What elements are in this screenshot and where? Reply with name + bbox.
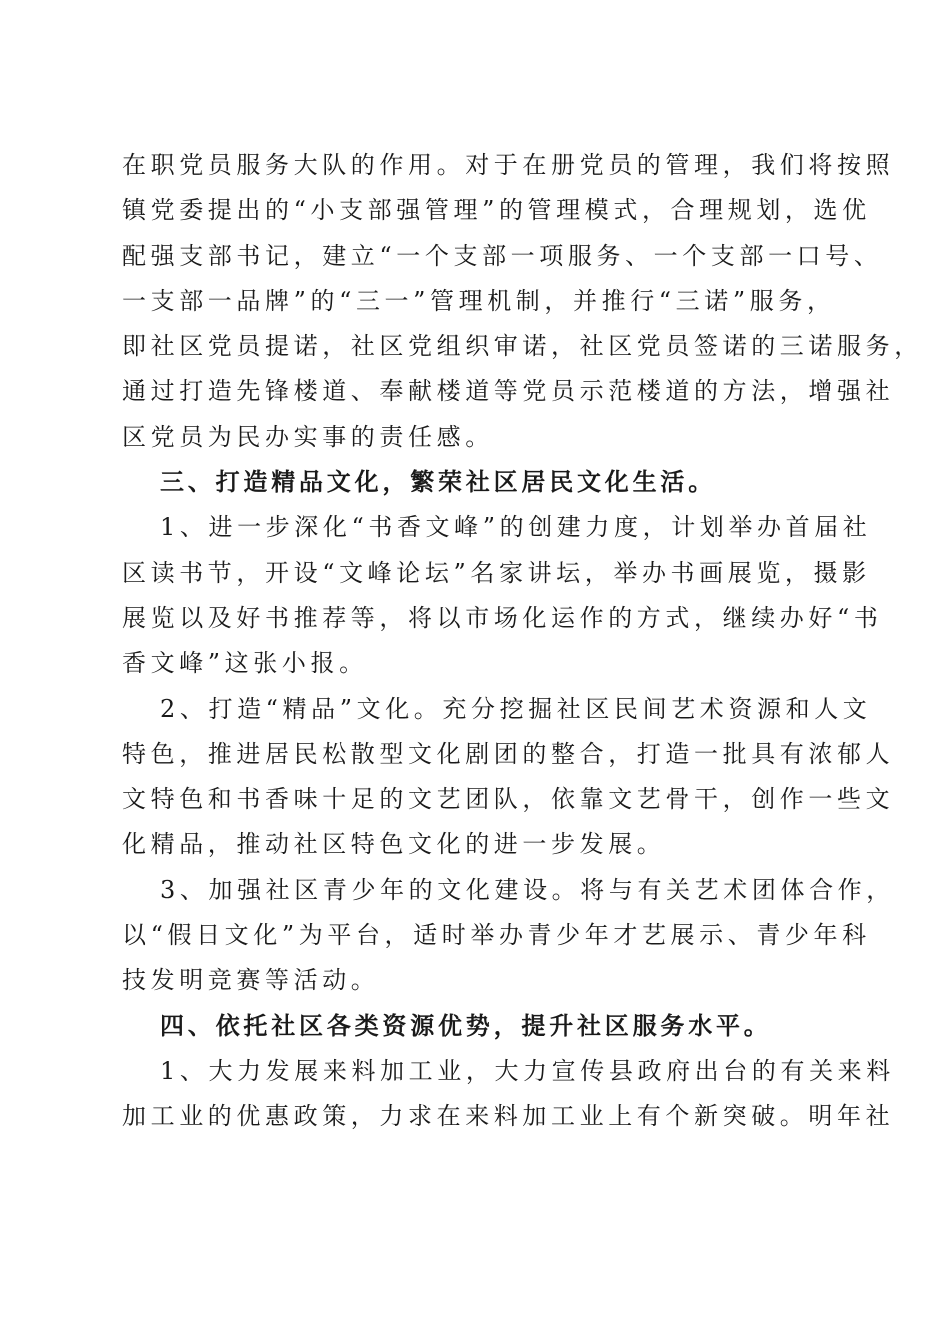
paragraph-start: 1、大力发展来料加工业，大力宣传县政府出台的有关来料: [160, 1056, 895, 1085]
document-body: [122, 143, 923, 1140]
paragraph-start: 3、加强社区青少年的文化建设。将与有关艺术团体合作，: [160, 875, 895, 904]
body-line: 文特色和书香味十足的文艺团队，依靠文艺骨干，创作一些文: [122, 785, 895, 814]
body-line: 技发明竞赛等活动。: [122, 966, 380, 995]
body-line: 加工业的优惠政策，力求在来料加工业上有个新突破。明年社: [122, 1102, 895, 1131]
section-heading-4: 四、依托社区各类资源优势，提升社区服务水平。: [160, 1011, 772, 1040]
body-line: 通过打造先锋楼道、奉献楼道等党员示范楼道的方法，增强社: [122, 377, 895, 406]
body-line: 化精品，推动社区特色文化的进一步发展。: [122, 830, 666, 859]
body-line: 特色，推进居民松散型文化剧团的整合，打造一批具有浓郁人: [122, 739, 895, 768]
body-line: 香文峰”这张小报。: [122, 649, 368, 678]
body-line: 区党员为民办实事的责任感。: [122, 422, 494, 451]
paragraph-start: 1、进一步深化“书香文峰”的创建力度，计划举办首届社: [160, 513, 872, 542]
body-line: 区读书节，开设“文峰论坛”名家讲坛，举办书画展览，摄影: [122, 558, 871, 587]
section-heading-3: 三、打造精品文化，繁荣社区居民文化生活。: [160, 468, 716, 497]
paragraph-start: 2、打造“精品”文化。充分挖掘社区民间艺术资源和人文: [160, 694, 872, 723]
body-line: 以“假日文化”为平台，适时举办青少年才艺展示、青少年科: [122, 921, 871, 950]
body-line: 在职党员服务大队的作用。对于在册党员的管理，我们将按照: [122, 151, 895, 179]
body-line: 配强支部书记，建立“一个支部一项服务、一个支部一口号、: [122, 241, 883, 270]
body-line: 即社区党员提诺，社区党组织审诺，社区党员签诺的三诺服务，: [122, 332, 923, 361]
body-line: 展览以及好书推荐等，将以市场化运作的方式，继续办好“书: [122, 603, 883, 632]
body-line: 镇党委提出的“小支部强管理”的管理模式，合理规划，选优: [122, 196, 871, 225]
body-line: 一支部一品牌”的“三一”管理机制，并推行“三诺”服务，: [122, 286, 836, 315]
